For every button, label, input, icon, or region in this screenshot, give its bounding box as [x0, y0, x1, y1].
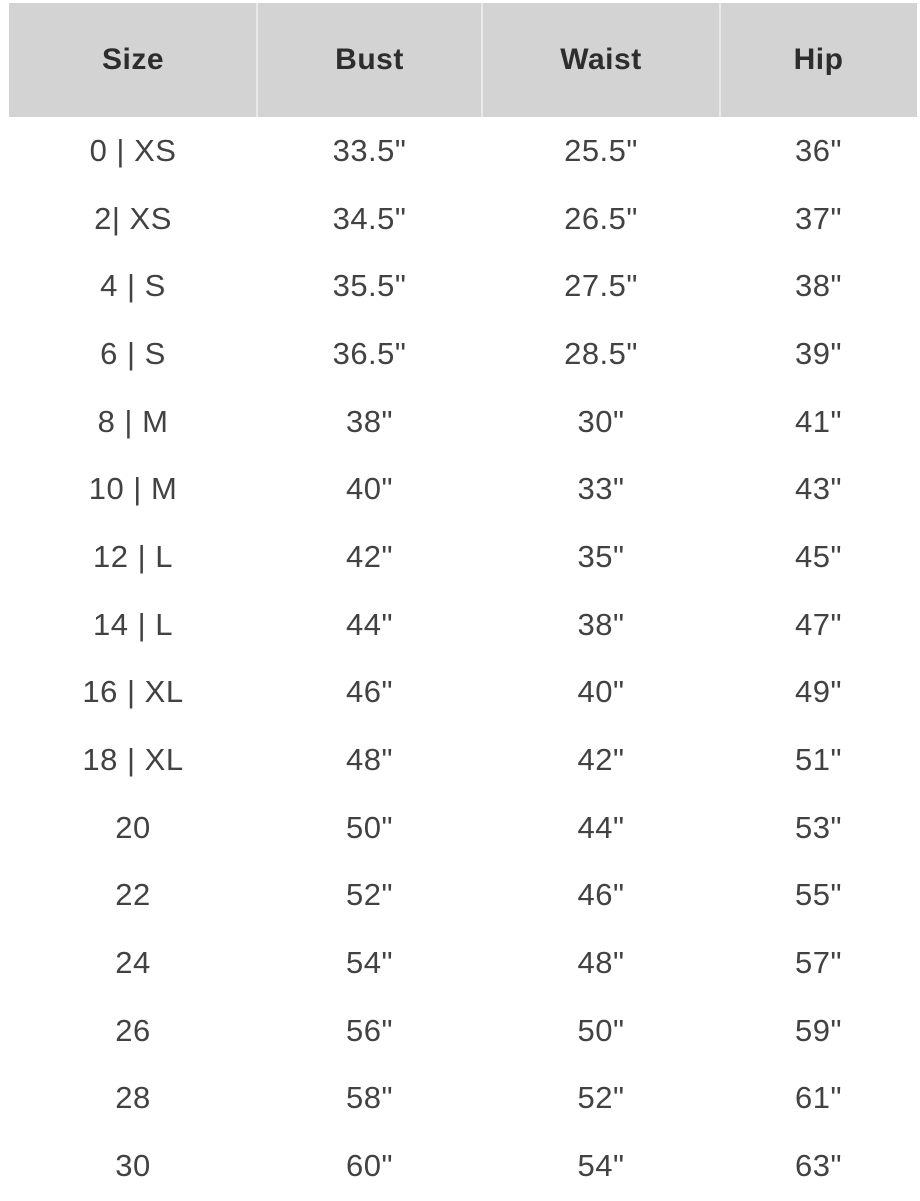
waist-cell: 28.5"	[564, 335, 638, 371]
waist-cell: 30"	[577, 403, 625, 439]
bust-cell: 50"	[346, 809, 393, 845]
table-row	[9, 252, 917, 320]
table-row	[9, 794, 917, 862]
bust-cell: 42"	[346, 538, 393, 574]
hip-cell: 51"	[795, 742, 842, 778]
waist-cell: 54"	[577, 1148, 625, 1184]
size-cell: 26	[115, 1012, 151, 1048]
size-cell: 24	[115, 945, 151, 981]
table-row	[9, 929, 917, 997]
size-cell: 12 | L	[92, 538, 173, 574]
hip-cell: 47"	[795, 606, 842, 642]
table-row	[9, 1065, 917, 1133]
table-row	[9, 388, 917, 456]
hip-cell: 43"	[795, 471, 842, 507]
hip-cell: 63"	[795, 1148, 842, 1184]
waist-cell: 35"	[577, 538, 625, 574]
bust-cell: 33.5"	[332, 132, 407, 168]
header-divider	[481, 3, 483, 117]
size-cell: 8 | M	[97, 403, 169, 439]
table-row	[9, 117, 917, 185]
bust-cell: 35.5"	[332, 268, 407, 304]
waist-cell: 38"	[577, 606, 625, 642]
waist-cell: 26.5"	[564, 200, 638, 236]
hip-cell: 36"	[795, 132, 842, 168]
size-cell: 18 | XL	[82, 742, 184, 778]
size-cell: 14 | L	[92, 606, 173, 642]
hip-cell: 55"	[795, 877, 842, 913]
waist-cell: 27.5"	[564, 268, 638, 304]
bust-cell: 60"	[346, 1148, 393, 1184]
bust-cell: 44"	[346, 606, 393, 642]
size-cell: 28	[115, 1080, 151, 1116]
hip-cell: 59"	[795, 1012, 842, 1048]
bust-cell: 46"	[346, 674, 393, 710]
waist-cell: 33"	[577, 471, 625, 507]
bust-cell: 40"	[346, 471, 393, 507]
size-cell: 22	[115, 877, 151, 913]
table-body	[9, 117, 917, 1200]
table-row	[9, 726, 917, 794]
waist-cell: 44"	[577, 809, 625, 845]
hip-cell: 61"	[795, 1080, 842, 1116]
waist-cell: 42"	[577, 742, 625, 778]
bust-cell: 52"	[346, 877, 393, 913]
waist-cell: 48"	[577, 945, 625, 981]
table-row	[9, 862, 917, 930]
table-row	[9, 320, 917, 388]
header-cell-waist: Waist	[560, 43, 642, 76]
table-row	[9, 185, 917, 253]
hip-cell: 39"	[795, 335, 842, 371]
size-cell: 0 | XS	[89, 132, 177, 168]
header-divider	[256, 3, 258, 117]
waist-cell: 46"	[577, 877, 625, 913]
size-cell: 6 | S	[100, 335, 166, 371]
hip-cell: 41"	[795, 403, 842, 439]
header-divider	[719, 3, 721, 117]
table-row	[9, 997, 917, 1065]
size-cell: 30	[115, 1148, 151, 1184]
waist-cell: 25.5"	[564, 132, 638, 168]
size-cell: 4 | S	[100, 268, 166, 304]
table-row	[9, 591, 917, 659]
table-row	[9, 659, 917, 727]
header-cell-size: Size	[101, 43, 165, 76]
bust-cell: 56"	[346, 1012, 393, 1048]
waist-cell: 40"	[577, 674, 625, 710]
size-cell: 10 | M	[88, 471, 178, 507]
size-chart	[0, 3, 920, 1201]
bust-cell: 58"	[346, 1080, 393, 1116]
hip-cell: 53"	[795, 809, 842, 845]
bust-cell: 48"	[346, 742, 393, 778]
bust-cell: 36.5"	[332, 335, 407, 371]
header-cell-bust: Bust	[335, 43, 404, 76]
size-cell: 2| XS	[94, 200, 172, 236]
table-row	[9, 455, 917, 523]
bust-cell: 54"	[346, 945, 393, 981]
hip-cell: 45"	[795, 538, 842, 574]
table-row	[9, 1132, 917, 1200]
hip-cell: 57"	[795, 945, 842, 981]
header-row	[9, 3, 917, 117]
table-row	[9, 523, 917, 591]
hip-cell: 49"	[795, 674, 842, 710]
waist-cell: 52"	[577, 1080, 625, 1116]
size-cell: 20	[115, 809, 151, 845]
hip-cell: 38"	[795, 268, 842, 304]
hip-cell: 37"	[795, 200, 842, 236]
waist-cell: 50"	[577, 1012, 625, 1048]
size-cell: 16 | XL	[82, 674, 184, 710]
bust-cell: 34.5"	[332, 200, 407, 236]
bust-cell: 38"	[346, 403, 393, 439]
header-cell-hip: Hip	[793, 43, 844, 76]
